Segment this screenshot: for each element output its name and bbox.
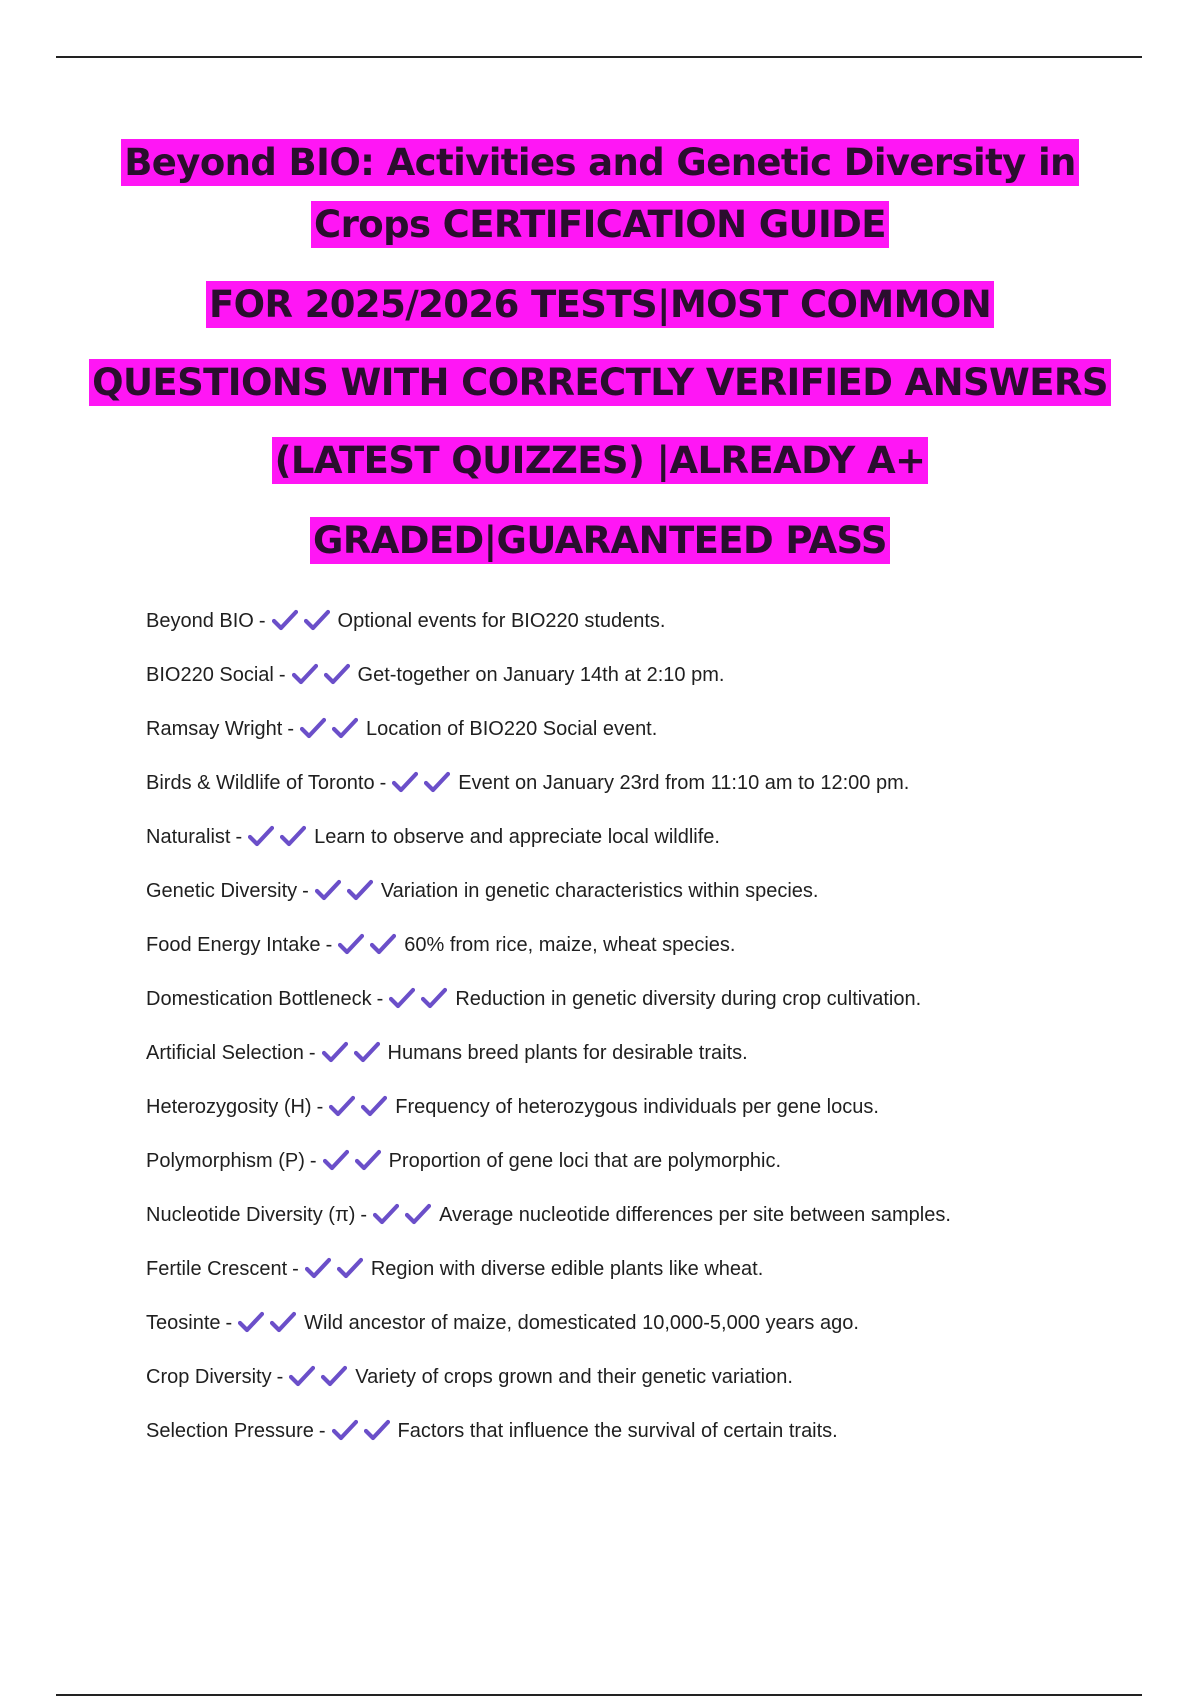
item-term: Naturalist — [146, 826, 231, 848]
check-icon — [338, 933, 364, 955]
item-definition: Learn to observe and appreciate local wildlife. — [314, 826, 720, 848]
item-term: Nucleotide Diversity (π) — [146, 1204, 356, 1226]
list-item — [146, 1143, 1146, 1197]
top-rule — [56, 56, 1142, 58]
list-item — [146, 1089, 1146, 1143]
check-icon — [392, 771, 418, 793]
list-item — [146, 1035, 1146, 1089]
check-icon — [292, 663, 318, 685]
list-item — [146, 981, 1146, 1035]
check-icon — [272, 609, 298, 631]
check-icon — [315, 879, 341, 901]
check-icon — [370, 933, 396, 955]
list-item — [146, 1413, 1146, 1467]
check-icon — [361, 1095, 387, 1117]
item-separator: - — [308, 1042, 316, 1064]
list-item — [146, 1197, 1146, 1251]
item-term: Heterozygosity (H) — [146, 1096, 312, 1118]
item-definition: Frequency of heterozygous individuals per gene locus. — [395, 1096, 879, 1118]
item-separator: - — [225, 1312, 233, 1334]
item-separator: - — [302, 880, 309, 902]
qa-list — [146, 603, 1146, 1467]
check-icon — [323, 1149, 349, 1171]
list-item — [146, 1359, 1146, 1413]
item-definition: Optional events for BIO220 students. — [337, 610, 666, 632]
title-line-4: QUESTIONS WITH CORRECTLY VERIFIED ANSWERS — [80, 360, 1120, 438]
item-term: Polymorphism (P) — [146, 1150, 305, 1172]
list-item — [146, 765, 1146, 819]
item-separator: - — [287, 718, 294, 740]
check-icon — [321, 1365, 347, 1387]
list-item — [146, 927, 1146, 981]
item-separator: - — [325, 934, 333, 956]
check-icon — [289, 1365, 315, 1387]
title-line-3: FOR 2025/2026 TESTS|MOST COMMON — [80, 282, 1120, 360]
item-definition: Variety of crops grown and their genetic variation. — [355, 1366, 793, 1388]
item-definition: Event on January 23rd from 11:10 am to 12:00 pm. — [458, 772, 910, 794]
list-item — [146, 819, 1146, 873]
bottom-rule — [56, 1694, 1142, 1696]
item-separator: - — [360, 1204, 368, 1226]
check-icon — [300, 717, 326, 739]
item-term: BIO220 Social — [146, 664, 274, 686]
item-separator: - — [318, 1420, 326, 1442]
item-term: Domestication Bottleneck — [146, 988, 372, 1010]
check-icon — [304, 609, 330, 631]
item-term: Birds & Wildlife of Toronto — [146, 772, 375, 794]
item-separator: - — [235, 826, 243, 848]
item-definition: 60% from rice, maize, wheat species. — [404, 934, 736, 956]
check-icon — [322, 1041, 348, 1063]
check-icon — [405, 1203, 431, 1225]
check-icon — [332, 1419, 358, 1441]
title-line-1: Beyond BIO: Activities and Genetic Diversity in — [80, 140, 1120, 202]
item-term: Teosinte — [146, 1312, 221, 1334]
item-term: Ramsay Wright — [146, 718, 283, 740]
title-line-6: GRADED|GUARANTEED PASS — [80, 518, 1120, 578]
item-term: Food Energy Intake — [146, 934, 321, 956]
item-separator: - — [376, 988, 384, 1010]
list-item — [146, 1251, 1146, 1305]
check-icon — [389, 987, 415, 1009]
item-definition: Variation in genetic characteristics within species. — [380, 880, 819, 902]
check-icon — [373, 1203, 399, 1225]
item-term: Crop Diversity — [146, 1366, 272, 1388]
item-separator: - — [309, 1150, 317, 1172]
item-term: Selection Pressure — [146, 1420, 314, 1442]
item-definition: Get-together on January 14th at 2:10 pm. — [357, 664, 725, 686]
item-definition: Proportion of gene loci that are polymorphic. — [388, 1150, 782, 1172]
item-term: Artificial Selection — [146, 1042, 304, 1064]
check-icon — [424, 771, 450, 793]
item-term: Genetic Diversity — [146, 880, 298, 902]
item-definition: Factors that influence the survival of certain traits. — [397, 1420, 838, 1442]
item-separator: - — [316, 1096, 324, 1118]
check-icon — [270, 1311, 296, 1333]
check-icon — [355, 1149, 381, 1171]
list-item — [146, 657, 1146, 711]
item-separator: - — [292, 1258, 299, 1280]
check-icon — [421, 987, 447, 1009]
check-icon — [347, 879, 373, 901]
check-icon — [329, 1095, 355, 1117]
check-icon — [354, 1041, 380, 1063]
item-separator: - — [258, 610, 266, 632]
item-term: Beyond BIO — [146, 610, 254, 632]
document-title — [80, 140, 1120, 578]
check-icon — [324, 663, 350, 685]
item-term: Fertile Crescent — [146, 1258, 288, 1280]
check-icon — [332, 717, 358, 739]
item-definition: Region with diverse edible plants like wheat. — [370, 1258, 764, 1280]
check-icon — [305, 1257, 331, 1279]
list-item — [146, 711, 1146, 765]
list-item — [146, 603, 1146, 657]
item-separator: - — [278, 664, 286, 686]
check-icon — [337, 1257, 363, 1279]
list-item — [146, 1305, 1146, 1359]
check-icon — [248, 825, 274, 847]
item-definition: Humans breed plants for desirable traits. — [387, 1042, 748, 1064]
item-definition: Reduction in genetic diversity during crop cultivation. — [455, 988, 922, 1010]
title-line-5: (LATEST QUIZZES) |ALREADY A+ — [80, 438, 1120, 518]
title-line-2: Crops CERTIFICATION GUIDE — [80, 202, 1120, 282]
check-icon — [238, 1311, 264, 1333]
item-separator: - — [276, 1366, 284, 1388]
item-definition: Wild ancestor of maize, domesticated 10,000-5,000 years ago. — [304, 1312, 859, 1334]
check-icon — [280, 825, 306, 847]
list-item — [146, 873, 1146, 927]
item-separator: - — [379, 772, 387, 794]
item-definition: Average nucleotide differences per site between samples. — [439, 1204, 951, 1226]
item-definition: Location of BIO220 Social event. — [366, 718, 658, 740]
check-icon — [364, 1419, 390, 1441]
